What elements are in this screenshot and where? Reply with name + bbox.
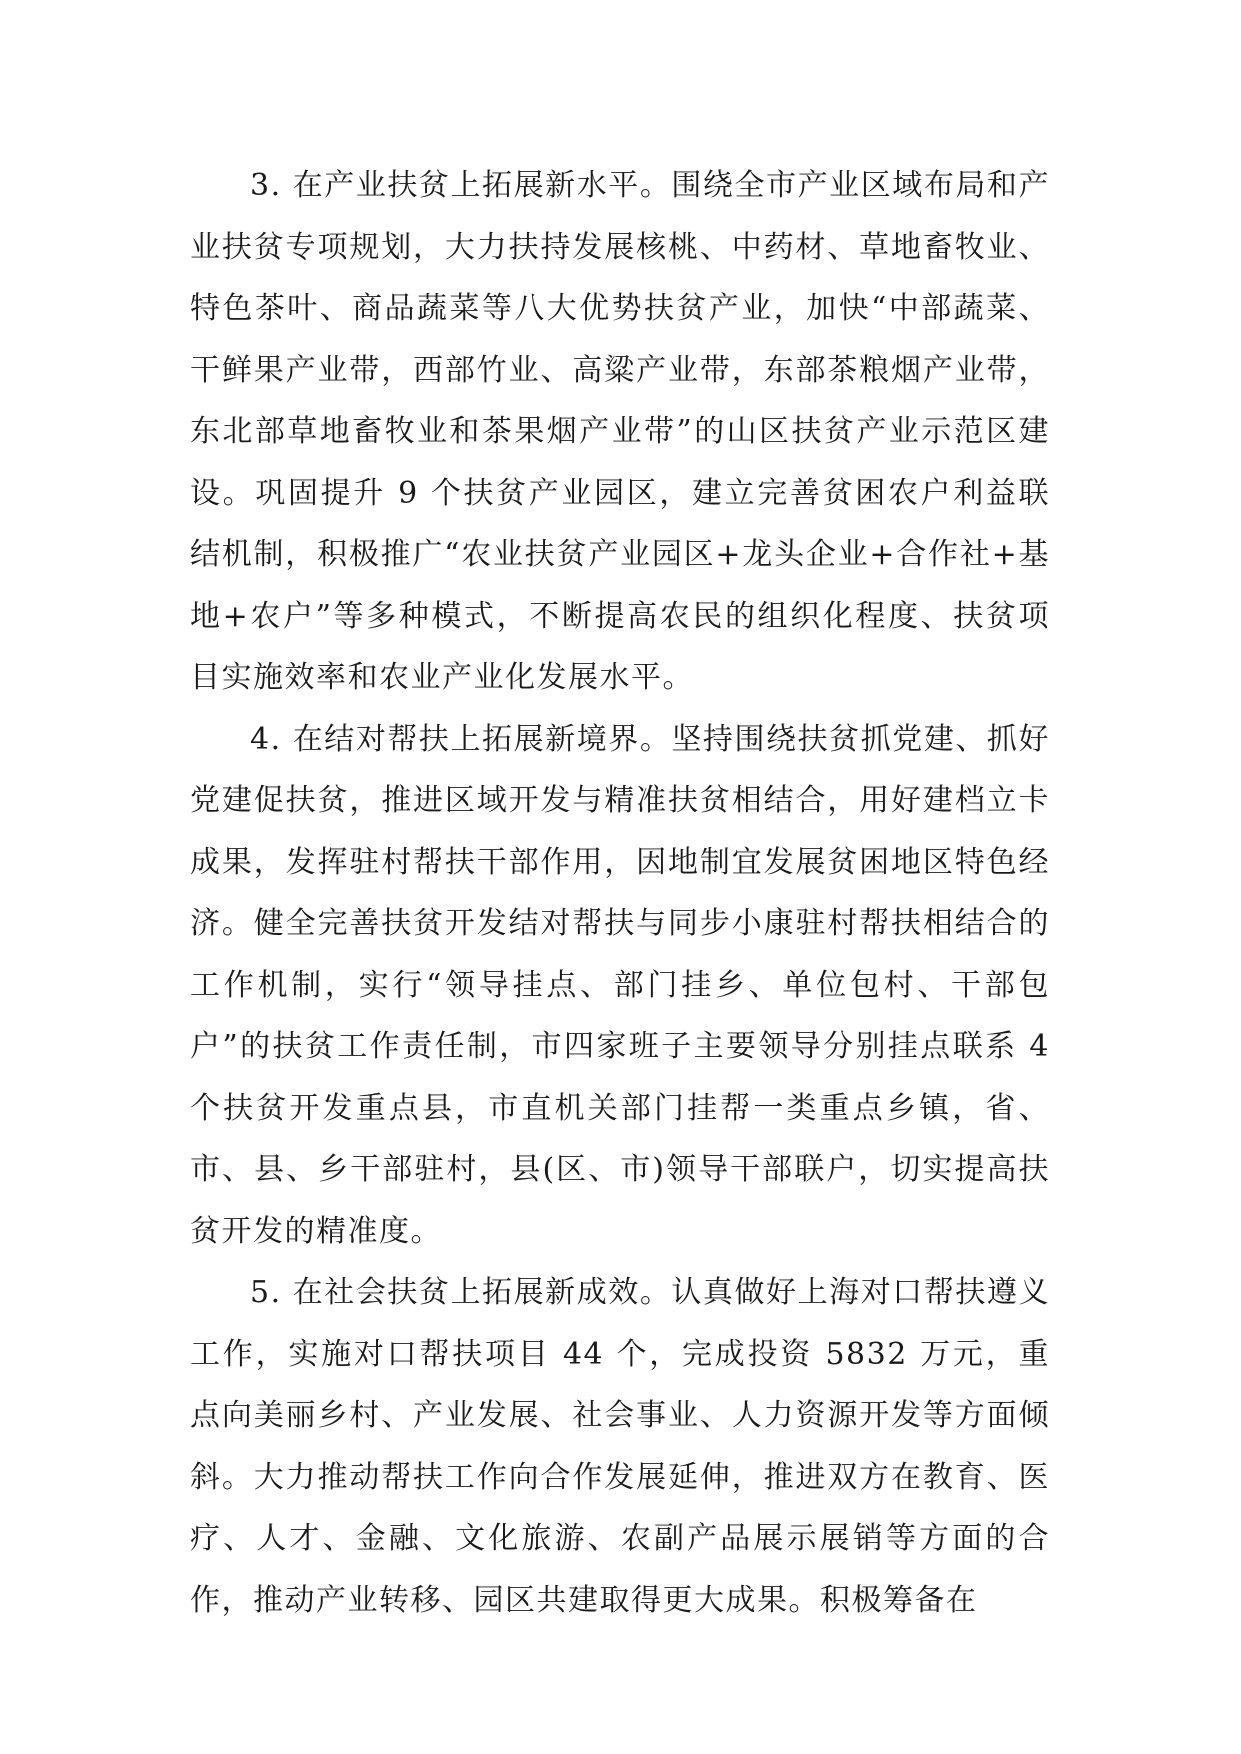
paragraph-social-poverty-alleviation: 5. 在社会扶贫上拓展新成效。认真做好上海对口帮扶遵义工作，实施对口帮扶项目 44 个，完成投资 5832 万元，重点向美丽乡村、产业发展、社会事业、人力资源开发等方面倾斜。大力推动帮扶工作向合作发展延伸，推进双方在教育、医疗、人才、金融、文化旅游、农副产品展示展销等方面的合作，推动产业转移、园区共建取得更大成果。积极筹备在 [190, 1275, 1050, 1618]
paragraph-industry-poverty-alleviation: 3. 在产业扶贫上拓展新水平。围绕全市产业区域布局和产业扶贫专项规划，大力扶持发展核桃、中药材、草地畜牧业、特色茶叶、商品蔬菜等八大优势扶贫产业，加快“中部蔬菜、干鲜果产业带，西部竹业、高粱产业带，东部茶粮烟产业带，东北部草地畜牧业和茶果烟产业带”的山区扶贫产业示范区建设。巩固提升 9 个扶贫产业园区，建立完善贫困农户利益联结机制，积极推广“农业扶贫产业园区+龙头企业+合作社+基地+农户”等多种模式，不断提高农民的组织化程度、扶贫项目实施效率和农业产业化发展水平。 [190, 168, 1050, 695]
document-body [190, 155, 1050, 1631]
paragraph-paired-assistance: 4. 在结对帮扶上拓展新境界。坚持围绕扶贫抓党建、抓好党建促扶贫，推进区域开发与精准扶贫相结合，用好建档立卡成果，发挥驻村帮扶干部作用，因地制宜发展贫困地区特色经济。健全完善扶贫开发结对帮扶与同步小康驻村帮扶相结合的工作机制，实行“领导挂点、部门挂乡、单位包村、干部包户”的扶贫工作责任制，市四家班子主要领导分别挂点联系 4 个扶贫开发重点县，市直机关部门挂帮一类重点乡镇，省、市、县、乡干部驻村，县(区、市)领导干部联户，切实提高扶贫开发的精准度。 [190, 721, 1050, 1249]
